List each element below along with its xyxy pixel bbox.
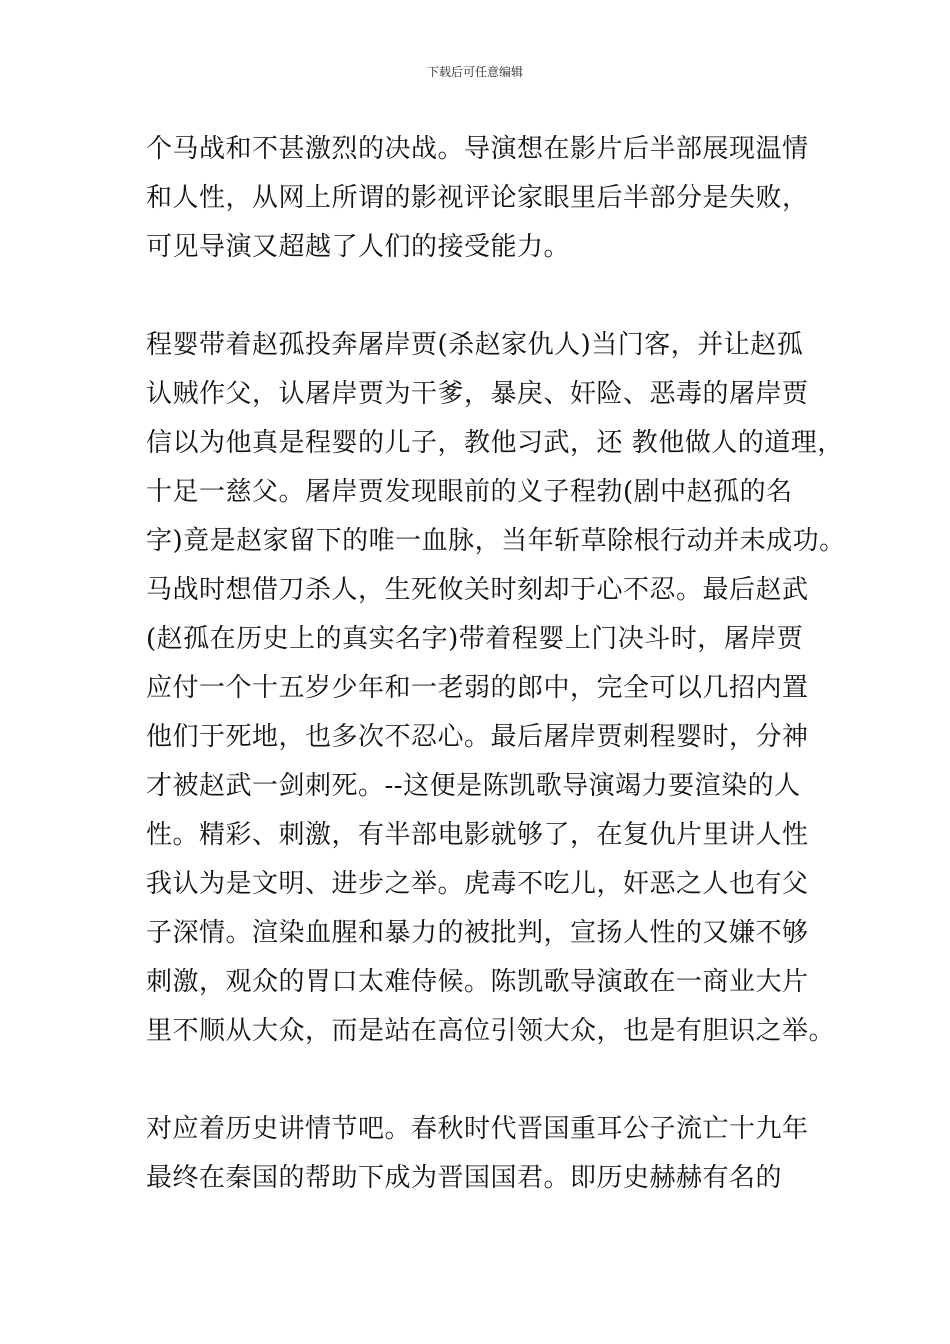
text-line: 才被赵武一剑刺死。--这便是陈凯歌导演竭力要渲染的人	[146, 771, 801, 801]
text-line: 字)竟是赵家留下的唯一血脉，当年斩草除根行动并未成功。	[146, 526, 846, 556]
text-line: 十足一慈父。屠岸贾发现眼前的义子程勃(剧中赵孤的名	[146, 477, 793, 507]
paragraph-1	[146, 125, 846, 272]
text-line: 我认为是文明、进步之举。虎毒不吃儿，奸恶之人也有父	[146, 869, 809, 899]
text-line: 他们于死地，也多次不忍心。最后屠岸贾刺程婴时，分神	[146, 722, 809, 752]
text-line: 信以为他真是程婴的儿子，教他习武，还 教他做人的道理，	[146, 428, 844, 458]
text-line: 最终在秦国的帮助下成为晋国国君。即历史赫赫有名的	[146, 1163, 783, 1193]
text-line: (赵孤在历史上的真实名字)带着程婴上门决斗时，屠岸贾	[146, 624, 804, 654]
document-body	[146, 125, 846, 1203]
paragraph-spacer	[146, 272, 846, 321]
text-line: 性。精彩、刺激，有半部电影就够了，在复仇片里讲人性	[146, 820, 809, 850]
paragraph-spacer	[146, 1056, 846, 1105]
text-line: 应付一个十五岁少年和一老弱的郎中，完全可以几招内置	[146, 673, 809, 703]
paragraph-3	[146, 1105, 846, 1203]
paragraph-2	[146, 321, 846, 1056]
text-line: 刺激，观众的胃口太难侍候。陈凯歌导演敢在一商业大片	[146, 967, 809, 997]
text-line: 子深情。渲染血腥和暴力的被批判，宣扬人性的又嫌不够	[146, 918, 809, 948]
text-line: 认贼作父，认屠岸贾为干爹，暴戾、奸险、恶毒的屠岸贾	[146, 379, 809, 409]
text-line: 和人性，从网上所谓的影视评论家眼里后半部分是失败，	[146, 183, 809, 213]
text-line: 可见导演又超越了人们的接受能力。	[146, 232, 571, 262]
text-line: 马战时想借刀杀人，生死攸关时刻却于心不忍。最后赵武	[146, 575, 809, 605]
text-line: 对应着历史讲情节吧。春秋时代晋国重耳公子流亡十九年	[146, 1114, 809, 1144]
text-line: 程婴带着赵孤投奔屠岸贾(杀赵家仇人)当门客，并让赵孤	[146, 330, 804, 360]
text-line: 里不顺从大众，而是站在高位引领大众，也是有胆识之举。	[146, 1016, 836, 1046]
page-header: 下载后可任意编辑	[426, 65, 523, 79]
text-line: 个马战和不甚激烈的决战。导演想在影片后半部展现温情	[146, 134, 809, 164]
